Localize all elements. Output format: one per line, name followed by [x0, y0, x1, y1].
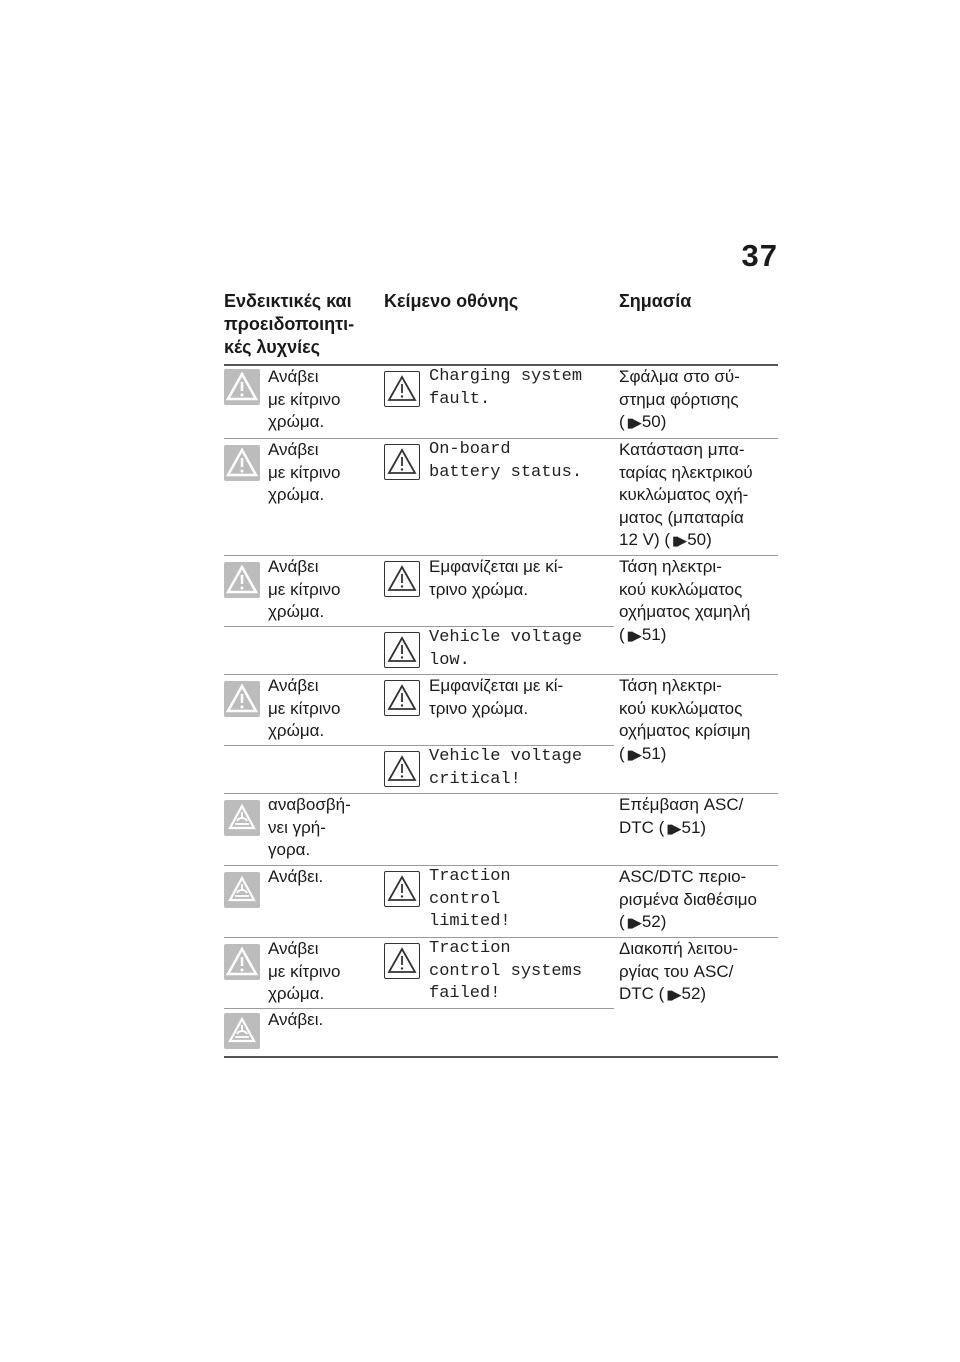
- display-warning-icon: [384, 444, 420, 480]
- table-row: [224, 866, 778, 938]
- indicator-table: [224, 290, 778, 1058]
- table-row: [224, 675, 778, 794]
- lamp-status: αναβοσβή- νει γρή- γορα.: [268, 795, 351, 859]
- reference-arrow-icon: ▮▶: [666, 987, 680, 1002]
- table-row: [224, 938, 778, 1058]
- display-warning-icon: [384, 751, 420, 787]
- display-text: Εμφανίζεται με κί- τρινο χρώμα.: [429, 676, 564, 718]
- header-display-text: Κείμενο οθόνης: [384, 291, 519, 311]
- reference-arrow-icon: ▮▶: [626, 415, 640, 430]
- reference-arrow-icon: ▮▶: [626, 915, 640, 930]
- display-text: Traction control systems failed!: [429, 939, 583, 1003]
- meaning-text: Διακοπή λειτου- ργίας του ASC/ DTC ( ▮▶ 52): [619, 938, 779, 1007]
- display-warning-icon: [384, 680, 420, 716]
- display-warning-icon: [384, 561, 420, 597]
- display-warning-icon: [384, 943, 420, 979]
- meaning-text: Τάση ηλεκτρι- κού κυκλώματος οχήματος χαμηλή ( ▮▶ 51): [619, 556, 779, 647]
- page-ref[interactable]: 50: [641, 412, 661, 431]
- warning-triangle-icon: [224, 681, 260, 717]
- traction-control-icon: [224, 872, 260, 908]
- page-ref[interactable]: 52: [681, 984, 701, 1003]
- page-ref[interactable]: 52: [641, 912, 661, 931]
- display-text: Vehicle voltage low.: [429, 628, 583, 670]
- meaning-text: Τάση ηλεκτρι- κού κυκλώματος οχήματος κρίσιμη ( ▮▶ 51): [619, 675, 779, 766]
- meaning-text: Σφάλμα στο σύ- στημα φόρτισης ( ▮▶ 50): [619, 366, 779, 435]
- table-row: [224, 556, 778, 675]
- lamp-status: Ανάβει.: [268, 867, 324, 886]
- warning-triangle-icon: [224, 562, 260, 598]
- warning-triangle-icon: [224, 944, 260, 980]
- lamp-status: Ανάβει με κίτρινο χρώμα.: [268, 440, 341, 504]
- display-text: On-board battery status.: [429, 440, 583, 482]
- table-header: [224, 290, 778, 366]
- reference-arrow-icon: ▮▶: [626, 627, 640, 643]
- display-warning-icon: [384, 632, 420, 668]
- traction-control-icon: [224, 800, 260, 836]
- display-text: Εμφανίζεται με κί- τρινο χρώμα.: [429, 557, 564, 599]
- display-text: Traction control limited!: [429, 867, 511, 931]
- header-indicator-lights: Ενδεικτικές και προειδοποιητι- κές λυχνίες: [224, 291, 355, 357]
- meaning-text: Κατάσταση μπα- ταρίας ηλεκτρικού κυκλώματος οχή- ματος (μπαταρία 12 V) ( ▮▶ 50): [619, 439, 779, 553]
- reference-arrow-icon: ▮▶: [672, 533, 686, 548]
- lamp-status: Ανάβει με κίτρινο χρώμα.: [268, 557, 341, 621]
- lamp-status: Ανάβει με κίτρινο χρώμα.: [268, 367, 341, 431]
- warning-triangle-icon: [224, 445, 260, 481]
- page-ref[interactable]: 51: [641, 743, 661, 763]
- table-row: [224, 366, 778, 439]
- display-warning-icon: [384, 871, 420, 907]
- meaning-text: ASC/DTC περιο- ρισμένα διαθέσιμο ( ▮▶ 52): [619, 866, 779, 935]
- page-ref[interactable]: 51: [681, 817, 701, 837]
- page-number: 37: [741, 238, 778, 273]
- display-text: Charging system fault.: [429, 367, 583, 409]
- lamp-status: Ανάβει.: [268, 1010, 324, 1029]
- lamp-status: Ανάβει με κίτρινο χρώμα.: [268, 939, 341, 1003]
- table-row: [224, 794, 778, 866]
- meaning-text: Επέμβαση ASC/ DTC ( ▮▶ 51): [619, 794, 779, 840]
- reference-arrow-icon: ▮▶: [626, 746, 640, 762]
- lamp-status: Ανάβει με κίτρινο χρώμα.: [268, 676, 341, 740]
- warning-triangle-icon: [224, 369, 260, 405]
- reference-arrow-icon: ▮▶: [666, 820, 680, 836]
- traction-control-icon: [224, 1013, 260, 1049]
- display-text: Vehicle voltage critical!: [429, 747, 583, 789]
- table-row: [224, 439, 778, 556]
- header-meaning: Σημασία: [619, 291, 692, 311]
- page-ref[interactable]: 50: [687, 530, 707, 549]
- page-ref[interactable]: 51: [641, 624, 661, 644]
- display-warning-icon: [384, 371, 420, 407]
